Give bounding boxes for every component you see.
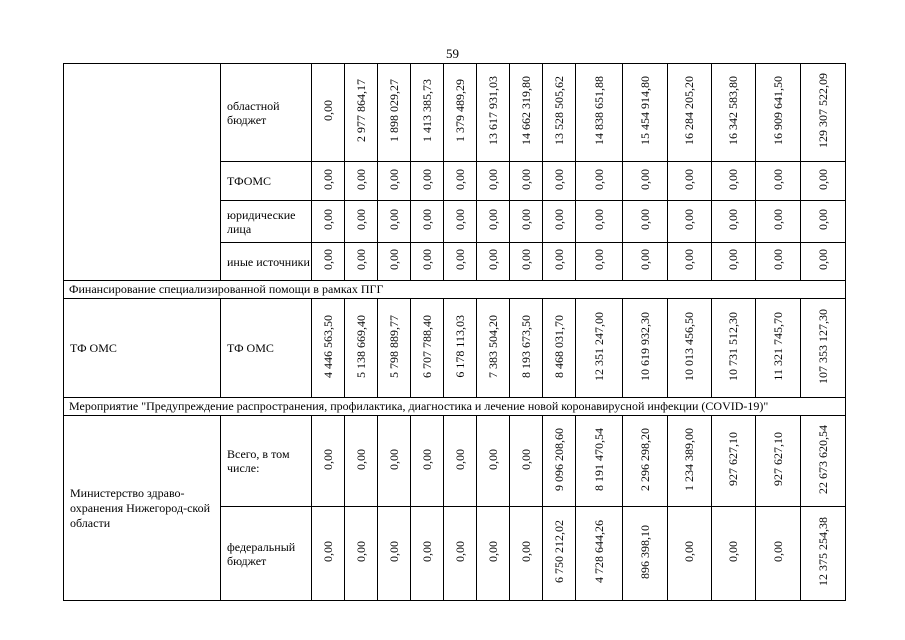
value-text: 0,00 <box>353 249 368 270</box>
value-text: 0,00 <box>770 168 785 190</box>
value-cell <box>345 299 378 398</box>
value-cell <box>378 243 411 281</box>
value-cell <box>756 64 801 162</box>
source-cell: юридические лица <box>221 201 312 243</box>
value-cell <box>477 162 510 201</box>
value-cell <box>668 243 712 281</box>
value-text: 0,00 <box>551 249 566 270</box>
value-text: 13 617 931,03 <box>485 76 500 145</box>
source-cell: ТФ ОМС <box>221 299 312 398</box>
value-text: 0,00 <box>485 168 500 190</box>
value-cell <box>543 64 576 162</box>
value-text: 6 707 788,40 <box>419 314 434 378</box>
value-text: 8 193 673,50 <box>518 314 533 378</box>
value-text: 4 728 644,26 <box>591 520 606 583</box>
value-text: 0,00 <box>386 209 401 230</box>
value-cell <box>668 162 712 201</box>
value-cell <box>543 201 576 243</box>
value-text: 0,00 <box>485 249 500 270</box>
value-text: 0,00 <box>682 168 696 190</box>
value-text: 14 662 319,80 <box>518 76 533 145</box>
value-text: 0,00 <box>682 209 696 230</box>
source-cell: Всего, в том числе: <box>221 416 312 507</box>
value-cell <box>312 162 345 201</box>
value-cell <box>312 243 345 281</box>
value-cell <box>801 299 846 398</box>
value-text: 0,00 <box>452 448 467 470</box>
value-cell <box>444 201 477 243</box>
value-text: 0,00 <box>320 209 335 230</box>
value-cell <box>756 201 801 243</box>
value-cell <box>576 299 623 398</box>
value-text: 0,00 <box>682 249 696 270</box>
value-cell <box>623 162 668 201</box>
value-text: 0,00 <box>518 168 533 190</box>
source-cell: федеральный бюджет <box>221 507 312 601</box>
value-text: 0,00 <box>386 249 401 270</box>
value-cell <box>756 162 801 201</box>
value-cell <box>801 416 846 507</box>
value-cell <box>510 243 543 281</box>
value-text: 10 731 512,30 <box>726 311 740 381</box>
table-row <box>64 299 902 398</box>
value-cell <box>668 416 712 507</box>
value-cell <box>411 201 444 243</box>
value-text: 0,00 <box>320 249 335 270</box>
value-cell <box>576 201 623 243</box>
value-text: 0,00 <box>485 209 500 230</box>
value-text: 927 627,10 <box>726 432 740 486</box>
value-text: 0,00 <box>770 209 785 230</box>
value-text: 0,00 <box>726 249 740 270</box>
org-cell: ТФ ОМС <box>64 299 221 398</box>
value-text: 1 898 029,27 <box>386 79 401 142</box>
value-text: 1 379 489,29 <box>452 79 467 142</box>
value-cell <box>510 201 543 243</box>
value-cell <box>623 299 668 398</box>
value-cell <box>756 243 801 281</box>
value-cell <box>801 162 846 201</box>
value-cell <box>712 416 756 507</box>
value-cell <box>444 162 477 201</box>
value-text: 0,00 <box>591 209 606 230</box>
value-text: 0,00 <box>320 541 335 562</box>
value-text: 0,00 <box>551 209 566 230</box>
value-text: 0,00 <box>419 541 434 562</box>
value-cell <box>378 64 411 162</box>
value-text: 0,00 <box>353 209 368 230</box>
value-text: 0,00 <box>551 168 566 190</box>
value-cell <box>510 507 543 601</box>
value-text: 5 798 889,77 <box>386 314 401 378</box>
section-title: Мероприятие "Предупреждение распространения, профилактика, диагностика и лечение новой коронавирусной инфекции (COVID-19)" <box>64 398 846 416</box>
value-text: 0,00 <box>419 249 434 270</box>
value-text: 0,00 <box>452 168 467 190</box>
value-text: 22 673 620,54 <box>815 424 830 494</box>
value-cell <box>510 416 543 507</box>
value-text: 10 013 456,50 <box>682 311 696 381</box>
value-text: 107 353 127,30 <box>815 308 830 384</box>
value-cell <box>712 507 756 601</box>
value-cell <box>477 416 510 507</box>
value-text: 0,00 <box>452 249 467 270</box>
value-text: 0,00 <box>320 100 335 121</box>
value-text: 0,00 <box>591 249 606 270</box>
value-cell <box>477 64 510 162</box>
value-text: 16 342 583,80 <box>726 76 740 145</box>
value-text: 0,00 <box>320 168 335 190</box>
value-text: 15 454 914,80 <box>637 76 652 145</box>
value-cell <box>543 243 576 281</box>
value-cell <box>712 299 756 398</box>
value-cell <box>477 243 510 281</box>
value-text: 0,00 <box>452 541 467 562</box>
value-text: 0,00 <box>637 168 652 190</box>
value-cell <box>444 64 477 162</box>
value-text: 0,00 <box>320 448 335 470</box>
value-cell <box>444 416 477 507</box>
value-cell <box>543 162 576 201</box>
table-row <box>64 64 902 162</box>
value-cell <box>756 507 801 601</box>
value-text: 4 446 563,50 <box>320 314 335 378</box>
value-text: 16 909 641,50 <box>770 76 785 145</box>
value-text: 0,00 <box>452 209 467 230</box>
value-text: 0,00 <box>419 448 434 470</box>
value-cell <box>712 162 756 201</box>
page-number: 59 <box>446 46 459 61</box>
org-cell: Министерство здраво-охранения Нижегород-ской области <box>64 416 221 601</box>
value-cell <box>510 64 543 162</box>
value-cell <box>576 416 623 507</box>
value-cell <box>712 201 756 243</box>
value-cell <box>801 201 846 243</box>
value-text: 16 284 205,20 <box>682 76 696 145</box>
value-cell <box>756 299 801 398</box>
value-cell <box>510 299 543 398</box>
value-cell <box>668 201 712 243</box>
value-text: 2 296 298,20 <box>637 427 652 491</box>
value-text: 0,00 <box>726 541 740 562</box>
value-cell <box>576 162 623 201</box>
value-cell <box>345 201 378 243</box>
value-cell <box>543 299 576 398</box>
value-cell <box>345 162 378 201</box>
value-cell <box>378 299 411 398</box>
value-text: 0,00 <box>419 209 434 230</box>
value-text: 6 750 212,02 <box>551 520 566 583</box>
value-text: 0,00 <box>353 168 368 190</box>
value-text: 13 528 505,62 <box>551 76 566 145</box>
value-cell <box>312 416 345 507</box>
value-text: 0,00 <box>770 541 785 562</box>
value-text: 8 191 470,54 <box>591 427 606 491</box>
funding-table <box>63 63 902 601</box>
value-text: 0,00 <box>353 448 368 470</box>
value-text: 0,00 <box>518 249 533 270</box>
value-text: 0,00 <box>485 541 500 562</box>
value-text: 0,00 <box>682 541 696 562</box>
value-text: 12 375 254,38 <box>815 517 830 586</box>
value-cell <box>623 243 668 281</box>
value-text: 0,00 <box>726 168 740 190</box>
value-cell <box>801 243 846 281</box>
section-header-row <box>64 281 902 299</box>
value-text: 0,00 <box>815 168 830 190</box>
value-cell <box>623 201 668 243</box>
value-cell <box>411 243 444 281</box>
section-title: Финансирование специализированной помощи в рамках ПГГ <box>64 281 846 299</box>
source-cell: ТФОМС <box>221 162 312 201</box>
value-text: 14 838 651,88 <box>591 76 606 145</box>
value-text: 0,00 <box>637 249 652 270</box>
source-cell: областной бюджет <box>221 64 312 162</box>
value-cell <box>411 416 444 507</box>
table-row <box>64 416 902 507</box>
value-text: 0,00 <box>485 448 500 470</box>
value-cell <box>345 507 378 601</box>
value-cell <box>411 64 444 162</box>
value-cell <box>444 243 477 281</box>
value-cell <box>345 243 378 281</box>
value-cell <box>543 507 576 601</box>
value-text: 0,00 <box>386 541 401 562</box>
value-cell <box>668 507 712 601</box>
value-text: 7 383 504,20 <box>485 314 500 378</box>
value-cell <box>623 507 668 601</box>
value-cell <box>576 243 623 281</box>
value-cell <box>378 507 411 601</box>
value-text: 6 178 113,03 <box>452 314 467 378</box>
value-text: 9 096 208,60 <box>551 427 566 491</box>
value-text: 12 351 247,00 <box>591 311 606 381</box>
value-text: 0,00 <box>815 249 830 270</box>
value-text: 0,00 <box>815 209 830 230</box>
value-cell <box>510 162 543 201</box>
value-cell <box>312 201 345 243</box>
value-cell <box>477 507 510 601</box>
org-cell <box>64 64 221 281</box>
value-cell <box>712 243 756 281</box>
value-cell <box>801 64 846 162</box>
value-text: 0,00 <box>386 448 401 470</box>
value-text: 927 627,10 <box>770 432 785 486</box>
value-text: 1 234 389,00 <box>682 427 696 491</box>
value-cell <box>378 416 411 507</box>
value-text: 0,00 <box>637 209 652 230</box>
value-text: 1 413 385,73 <box>419 79 434 142</box>
value-cell <box>576 507 623 601</box>
value-cell <box>345 64 378 162</box>
section-header-row <box>64 398 902 416</box>
value-text: 0,00 <box>419 168 434 190</box>
value-cell <box>477 201 510 243</box>
source-cell: иные источники <box>221 243 312 281</box>
value-cell <box>411 299 444 398</box>
value-text: 896 398,10 <box>637 524 652 579</box>
value-cell <box>801 507 846 601</box>
value-cell <box>623 64 668 162</box>
value-text: 0,00 <box>353 541 368 562</box>
value-text: 0,00 <box>518 209 533 230</box>
value-cell <box>623 416 668 507</box>
value-cell <box>378 201 411 243</box>
value-cell <box>712 64 756 162</box>
value-text: 129 307 522,09 <box>815 73 830 148</box>
value-text: 0,00 <box>518 448 533 470</box>
value-cell <box>444 507 477 601</box>
value-text: 11 321 745,70 <box>770 311 785 381</box>
value-text: 0,00 <box>386 168 401 190</box>
value-text: 8 468 031,70 <box>551 314 566 378</box>
value-cell <box>378 162 411 201</box>
value-text: 0,00 <box>726 209 740 230</box>
value-cell <box>411 162 444 201</box>
value-cell <box>411 507 444 601</box>
value-cell <box>444 299 477 398</box>
value-cell <box>312 299 345 398</box>
value-cell <box>345 416 378 507</box>
value-text: 0,00 <box>518 541 533 562</box>
value-text: 2 977 864,17 <box>353 79 368 142</box>
value-cell <box>312 507 345 601</box>
value-cell <box>756 416 801 507</box>
value-text: 0,00 <box>770 249 785 270</box>
value-text: 5 138 669,40 <box>353 314 368 378</box>
value-text: 10 619 932,30 <box>637 311 652 381</box>
value-cell <box>543 416 576 507</box>
value-cell <box>668 299 712 398</box>
value-text: 0,00 <box>591 168 606 190</box>
value-cell <box>312 64 345 162</box>
value-cell <box>668 64 712 162</box>
value-cell <box>477 299 510 398</box>
value-cell <box>576 64 623 162</box>
